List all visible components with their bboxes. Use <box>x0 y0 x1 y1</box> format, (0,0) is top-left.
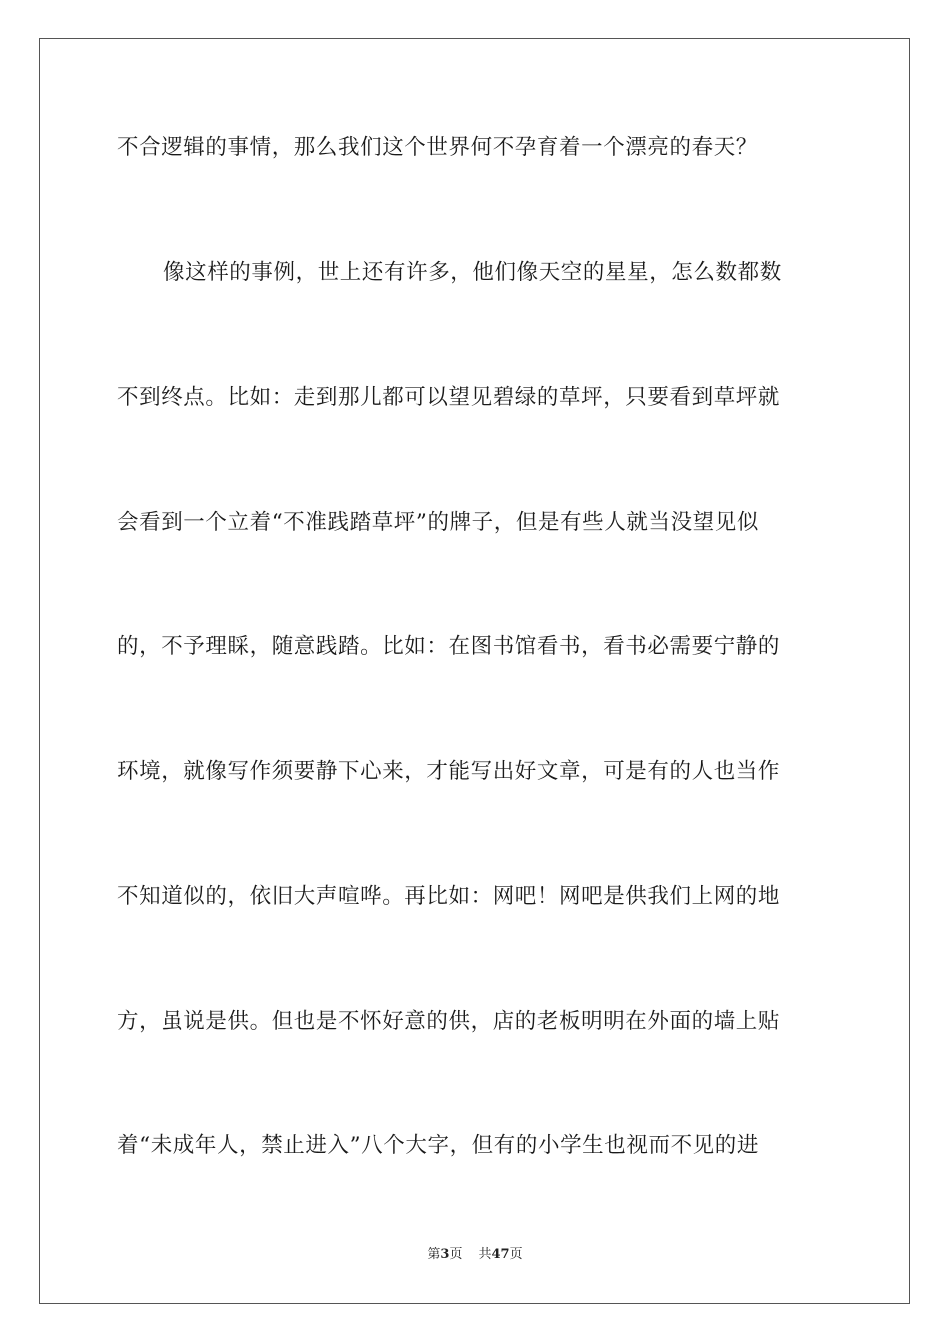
text-line-4: 会看到一个立着“不准践踏草坪”的牌子，但是有些人就当没望见似 <box>117 510 759 535</box>
page-number: 3 <box>440 1247 450 1262</box>
text-line-7: 不知道似的，依旧大声喧哗。再比如：网吧！网吧是供我们上网的地 <box>117 884 781 909</box>
text-line-5: 的，不予理睬，随意践踏。比如：在图书馆看书，看书必需要宁静的 <box>117 634 781 659</box>
page-suffix: 页 <box>449 1247 463 1262</box>
text-line-3: 不到终点。比如：走到那儿都可以望见碧绿的草坪，只要看到草坪就 <box>117 385 781 410</box>
text-line-6: 环境，就像写作须要静下心来，才能写出好文章，可是有的人也当作 <box>117 759 781 784</box>
total-prefix: 共 <box>478 1247 492 1262</box>
text-line-8: 方，虽说是供。但也是不怀好意的供，店的老板明明在外面的墙上贴 <box>117 1009 781 1034</box>
page-border <box>39 38 910 1304</box>
text-line-2: 像这样的事例，世上还有许多，他们像天空的星星，怎么数都数 <box>163 260 782 285</box>
page-footer <box>0 1245 950 1265</box>
text-line-9: 着“未成年人，禁止进入”八个大字，但有的小学生也视而不见的进 <box>117 1133 759 1158</box>
text-line-1: 不合逻辑的事情，那么我们这个世界何不孕育着一个漂亮的春天？ <box>117 135 758 160</box>
page-prefix: 第 <box>427 1247 441 1262</box>
total-pages: 47 <box>491 1247 510 1262</box>
total-suffix: 页 <box>509 1247 523 1262</box>
